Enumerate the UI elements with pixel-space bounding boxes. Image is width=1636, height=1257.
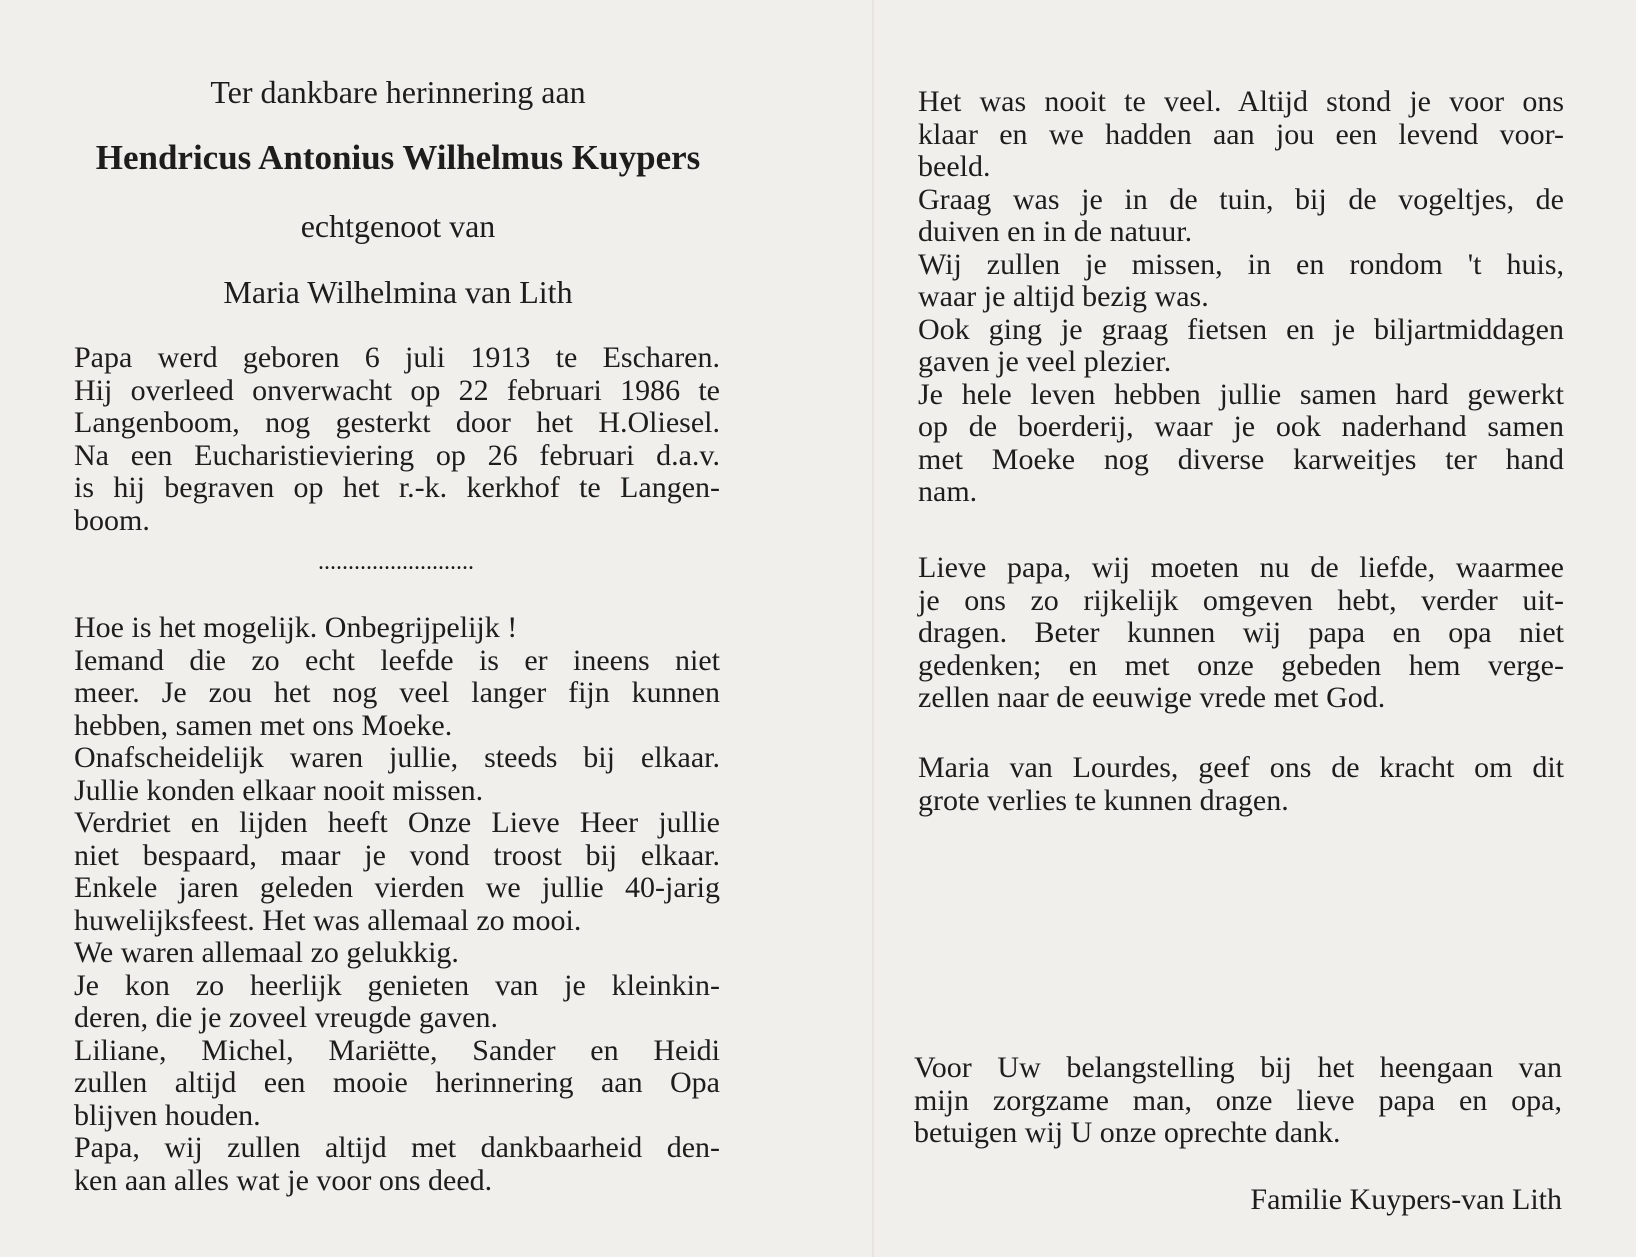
text-line: Jullie konden elkaar nooit missen. xyxy=(74,773,484,807)
text-line: Je hele leven hebben jullie samen hard gewerkt xyxy=(918,377,1564,411)
text-line: met Moeke nog diverse karweitjes ter hand xyxy=(918,442,1564,476)
dotted-separator: .......................... xyxy=(318,552,474,572)
text-line: Iemand die zo echt leefde is er ineens niet xyxy=(74,643,720,677)
text-line: Je kon zo heerlijk genieten van je kleinkin- xyxy=(74,968,720,1002)
text-line: gaven je veel plezier. xyxy=(918,345,1172,378)
prayer-paragraph xyxy=(918,752,1564,817)
text-line: blijven houden. xyxy=(74,1098,261,1132)
text-line: Onafscheidelijk waren jullie, steeds bij elkaar. xyxy=(74,741,720,774)
text-line: niet bespaard, maar je vond troost bij elkaar. xyxy=(74,838,720,872)
text-line: Liliane, Michel, Mariëtte, Sander en Heidi xyxy=(74,1033,720,1067)
text-line: Papa werd geboren 6 juli 1913 te Escharen. xyxy=(74,341,720,374)
deceased-name: Hendricus Antonius Wilhelmus Kuypers xyxy=(95,138,701,177)
text-line: Langenboom, nog gesterkt door het H.Oliesel. xyxy=(74,406,720,439)
text-line: beeld. xyxy=(918,150,991,183)
text-line: Hoe is het mogelijk. Onbegrijpelijk ! xyxy=(74,611,518,644)
text-line: Papa, wij zullen altijd met dankbaarheid den- xyxy=(74,1131,720,1164)
intro-line: Ter dankbare herinnering aan xyxy=(210,74,586,110)
text-line: huwelijksfeest. Het was allemaal zo mooi. xyxy=(74,903,582,937)
text-line: Enkele jaren geleden vierden we jullie 40-jarig xyxy=(74,871,720,904)
text-line: Graag was je in de tuin, bij de vogeltjes, de xyxy=(918,182,1564,216)
text-line: zullen altijd een mooie herinnering aan Opa xyxy=(74,1066,720,1099)
thanks-paragraph xyxy=(914,1052,1562,1150)
text-line: Maria van Lourdes, geef ons de kracht om dit xyxy=(918,751,1564,784)
text-line: grote verlies te kunnen dragen. xyxy=(918,783,1289,817)
text-line: We waren allemaal zo gelukkig. xyxy=(74,936,459,969)
text-line: deren, die je zoveel vreugde gaven. xyxy=(74,1001,498,1034)
text-line: Hij overleed onverwacht op 22 februari 1986 te xyxy=(74,373,720,407)
text-line: gedenken; en met onze gebeden hem verge- xyxy=(918,648,1564,682)
text-line: Wij zullen je missen, in en rondom 't huis, xyxy=(918,247,1564,281)
text-line: zellen naar de eeuwige vrede met God. xyxy=(918,681,1386,714)
text-line: boom. xyxy=(74,503,150,537)
text-line: waar je altijd bezig was. xyxy=(918,280,1209,313)
text-line: Na een Eucharistieviering op 26 februari d.a.v. xyxy=(74,438,720,472)
text-line: Verdriet en lijden heeft Onze Lieve Heer jullie xyxy=(74,806,720,839)
text-line: Voor Uw belangstelling bij het heengaan van xyxy=(914,1051,1562,1084)
text-line: klaar en we hadden aan jou een levend voor- xyxy=(918,117,1564,151)
text-line: Het was nooit te veel. Altijd stond je voor ons xyxy=(918,85,1564,118)
family-signature: Familie Kuypers-van Lith xyxy=(1250,1183,1562,1216)
text-line: meer. Je zou het nog veel langer fijn kunnen xyxy=(74,676,720,709)
text-line: je ons zo rijkelijk omgeven hebt, verder uit- xyxy=(918,583,1564,617)
text-line: duiven en in de natuur. xyxy=(918,215,1193,248)
text-line: mijn zorgzame man, onze lieve papa en opa, xyxy=(914,1083,1562,1117)
spouse-name: Maria Wilhelmina van Lith xyxy=(223,274,573,310)
tribute-paragraph-1 xyxy=(918,86,1564,509)
text-line: betuigen wij U onze oprechte dank. xyxy=(914,1116,1341,1149)
biography-paragraph xyxy=(74,342,720,537)
text-line: Ook ging je graag fietsen en je biljartmiddagen xyxy=(918,312,1564,346)
memorial-poem xyxy=(74,612,720,1197)
text-line: Lieve papa, wij moeten nu de liefde, waarmee xyxy=(918,551,1564,584)
card-fold xyxy=(872,0,874,1257)
text-line: ken aan alles wat je voor ons deed. xyxy=(74,1163,493,1197)
text-line: dragen. Beter kunnen wij papa en opa niet xyxy=(918,616,1564,649)
tribute-paragraph-2 xyxy=(918,552,1564,715)
text-line: hebben, samen met ons Moeke. xyxy=(74,708,453,742)
text-line: nam. xyxy=(918,475,978,508)
text-line: op de boerderij, waar je ook naderhand samen xyxy=(918,410,1564,443)
spouse-label: echtgenoot van xyxy=(300,208,496,244)
text-line: is hij begraven op het r.-k. kerkhof te Langen- xyxy=(74,471,720,504)
